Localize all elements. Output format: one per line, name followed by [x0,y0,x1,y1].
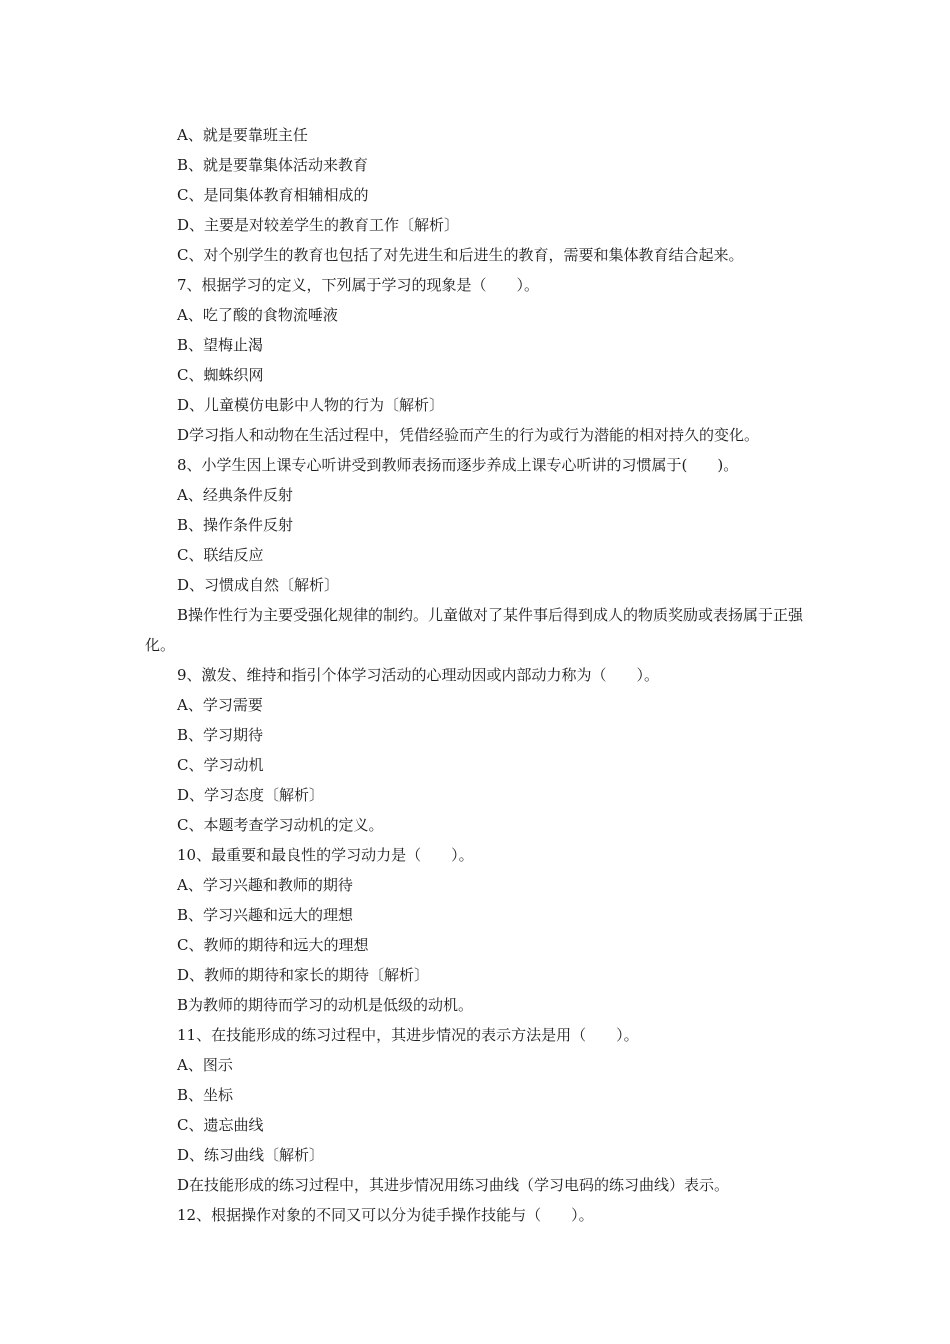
question-7: 7、根据学习的定义，下列属于学习的现象是（ ）。 [177,276,540,294]
question-8: 8、小学生因上课专心听讲受到教师表扬而逐步养成上课专心听讲的习惯属于( )。 [177,456,739,474]
answer-explanation: C、本题考查学习动机的定义。 [177,816,384,834]
answer-explanation: B操作性行为主要受强化规律的制约。儿童做对了某件事后得到成人的物质奖励或表扬属于正强化。 [145,606,804,654]
document-body [145,120,825,1230]
option-d: D、主要是对较差学生的教育工作〔解析〕 [177,216,460,234]
option-a: A、吃了酸的食物流唾液 [177,306,338,324]
option-c: C、联结反应 [177,546,264,564]
answer-explanation: C、对个别学生的教育也包括了对先进生和后进生的教育，需要和集体教育结合起来。 [177,246,744,264]
option-b: B、学习兴趣和远大的理想 [177,906,354,924]
option-c: C、教师的期待和远大的理想 [177,936,369,954]
answer-explanation: B为教师的期待而学习的动机是低级的动机。 [177,996,474,1014]
option-d: D、教师的期待和家长的期待〔解析〕 [177,966,430,984]
option-b: B、望梅止渴 [177,336,264,354]
question-9: 9、激发、维持和指引个体学习活动的心理动因或内部动力称为（ ）。 [177,666,660,684]
option-d: D、练习曲线〔解析〕 [177,1146,325,1164]
question-10: 10、最重要和最良性的学习动力是（ ）。 [177,846,474,864]
answer-explanation: D学习指人和动物在生活过程中，凭借经验而产生的行为或行为潜能的相对持久的变化。 [177,426,760,444]
option-d: D、习惯成自然〔解析〕 [177,576,340,594]
option-a: A、学习需要 [177,696,263,714]
answer-explanation: D在技能形成的练习过程中，其进步情况用练习曲线（学习电码的练习曲线）表示。 [177,1176,730,1194]
option-c: C、学习动机 [177,756,264,774]
option-a: A、就是要靠班主任 [177,126,308,144]
option-a: A、学习兴趣和教师的期待 [177,876,353,894]
option-d: D、儿童模仿电影中人物的行为〔解析〕 [177,396,445,414]
option-b: B、就是要靠集体活动来教育 [177,156,369,174]
option-a: A、图示 [177,1056,233,1074]
option-c: C、遗忘曲线 [177,1116,264,1134]
option-c: C、蜘蛛织网 [177,366,264,384]
option-b: B、坐标 [177,1086,234,1104]
option-d: D、学习态度〔解析〕 [177,786,325,804]
question-11: 11、在技能形成的练习过程中，其进步情况的表示方法是用（ ）。 [177,1026,639,1044]
option-a: A、经典条件反射 [177,486,293,504]
question-12: 12、根据操作对象的不同又可以分为徒手操作技能与（ ）。 [177,1206,594,1224]
option-b: B、学习期待 [177,726,264,744]
option-b: B、操作条件反射 [177,516,294,534]
option-c: C、是同集体教育相辅相成的 [177,186,369,204]
